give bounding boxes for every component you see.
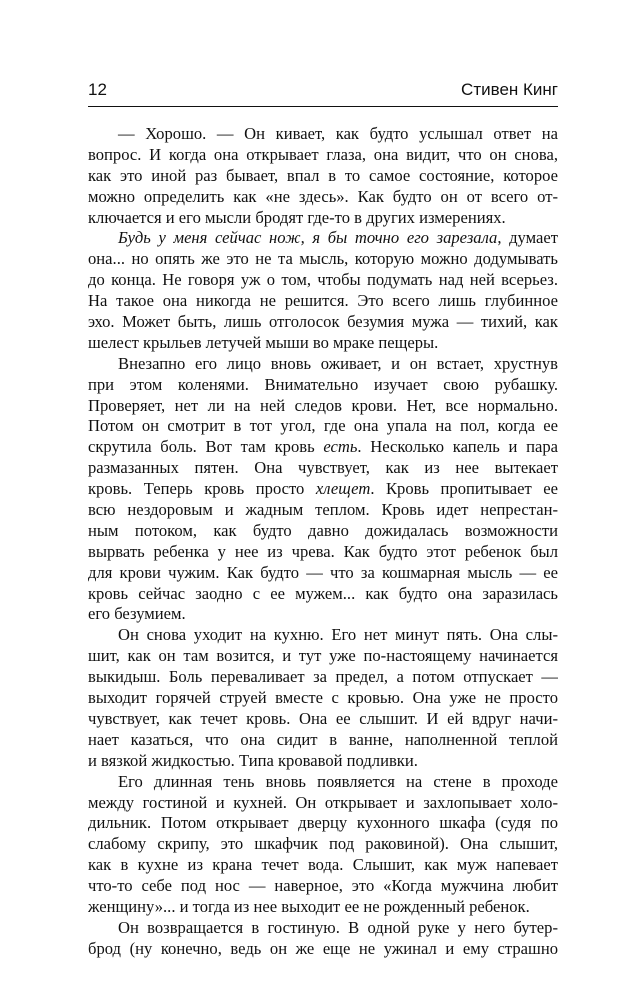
- text-line: чувствует, как течет кровь. Она ее слышит. И ей вдруг начи-: [88, 708, 558, 728]
- text-line: [88, 228, 558, 249]
- page-number: 12: [88, 80, 107, 99]
- text-line: как это иной раз бывает, впал в то самое состояние, которое: [88, 165, 558, 185]
- text-line: всю нездоровым и жадным теплом. Кровь идет непрестан-: [88, 500, 558, 520]
- text-line: Внезапно его лицо вновь оживает, и он встает, хрустнув: [118, 353, 558, 373]
- italic-text: Будь у меня сейчас нож, я бы точно его зарезала: [118, 228, 498, 248]
- text-line: Он возвращается в гостиную. В одной руке у него бутер-: [118, 917, 558, 937]
- text-line: выкидыш. Боль переваливает за предел, а потом отпускает —: [88, 667, 558, 687]
- text-fragment: скрутила боль. Вот там кровь: [88, 437, 324, 457]
- text-line: ным потоком, как будто давно дожидалась возможности: [88, 520, 558, 540]
- text-line: до конца. Не говоря уж о том, чтобы подумать над ней всерьез.: [88, 270, 558, 290]
- text-line: при этом коленями. Внимательно изучает свою рубашку.: [88, 374, 558, 394]
- text-line: для крови чужим. Как будто — что за кошмарная мысль — ее: [88, 562, 558, 582]
- text-line: шит, как он там возится, и тут уже по-настоящему начинается: [88, 646, 558, 666]
- text-line: — Хорошо. — Он кивает, как будто услышал ответ на: [118, 124, 558, 143]
- text-fragment: . Кровь пропитывает ее: [370, 479, 558, 499]
- text-line: она... но опять же это не та мысль, которую можно додумывать: [88, 249, 558, 269]
- running-title: Стивен Кинг: [461, 80, 558, 99]
- text-line: Он снова уходит на кухню. Его нет минут пять. Она слы-: [118, 625, 558, 645]
- text-fragment: . Несколько капель и пара: [357, 437, 558, 457]
- text-line: между гостиной и кухней. Он открывает и захлопывает холо-: [88, 792, 558, 812]
- text-line: дильник. Потом открывает дверцу кухонного шкафа (судя по: [88, 813, 558, 833]
- header-rule: [88, 106, 558, 107]
- text-line: нает казаться, что она сидит в ванне, наполненной теплой: [88, 729, 558, 749]
- page-header: [88, 80, 558, 104]
- text-line: [88, 437, 558, 458]
- text-line: можно определить как «не здесь». Как будто он от всего от-: [88, 186, 558, 206]
- italic-text: хлещет: [315, 479, 371, 499]
- text-line: женщину»... и тогда из нее выходит ее не рожденный ребенок.: [88, 896, 530, 916]
- text-line: кровь сейчас заодно с ее мужем... как будто она заразилась: [88, 583, 558, 603]
- text-line: На такое она никогда не решится. Это всего лишь глубинное: [88, 291, 558, 311]
- text-line: брод (ну конечно, ведь он же еще не ужинал и ему страшно: [88, 938, 558, 958]
- text-line: ключается и его мысли бродят где-то в других измерениях.: [88, 207, 506, 227]
- text-line: Проверяет, нет ли на ней следов крови. Нет, все нормально.: [88, 395, 558, 415]
- text-fragment: , думает: [497, 228, 558, 248]
- text-line: эхо. Может быть, лишь отголосок безумия мужа — тихий, как: [88, 312, 558, 332]
- text-line: Потом он смотрит в тот угол, где она упала на пол, когда ее: [88, 416, 558, 436]
- text-line: и вязкой жидкостью. Типа кровавой подливки.: [88, 750, 418, 770]
- text-line: что-то себе под нос — наверное, это «Когда мужчина любит: [88, 876, 558, 896]
- text-line: [88, 479, 558, 500]
- text-line: вопрос. И когда она открывает глаза, она видит, что он снова,: [88, 144, 558, 164]
- text-line: слабому скрипу, это шкафчик под раковиной). Она слышит,: [88, 834, 558, 854]
- italic-text: есть: [323, 437, 358, 457]
- body-text: [88, 124, 558, 960]
- text-line: шелест крыльев летучей мыши во мраке пещеры.: [88, 332, 439, 352]
- text-fragment: кровь. Теперь кровь просто: [88, 479, 316, 499]
- text-line: размазанных пятен. Она чувствует, как из нее вытекает: [88, 458, 558, 478]
- text-line: выходит горячей струей вместе с кровью. Она уже не просто: [88, 688, 558, 708]
- text-line: вырвать ребенка у нее из чрева. Как будто этот ребенок был: [88, 541, 558, 561]
- text-line: Его длинная тень вновь появляется на стене в проходе: [118, 771, 558, 791]
- text-line: его безумием.: [88, 604, 186, 624]
- text-line: как в кухне из крана течет вода. Слышит, как муж напевает: [88, 855, 558, 875]
